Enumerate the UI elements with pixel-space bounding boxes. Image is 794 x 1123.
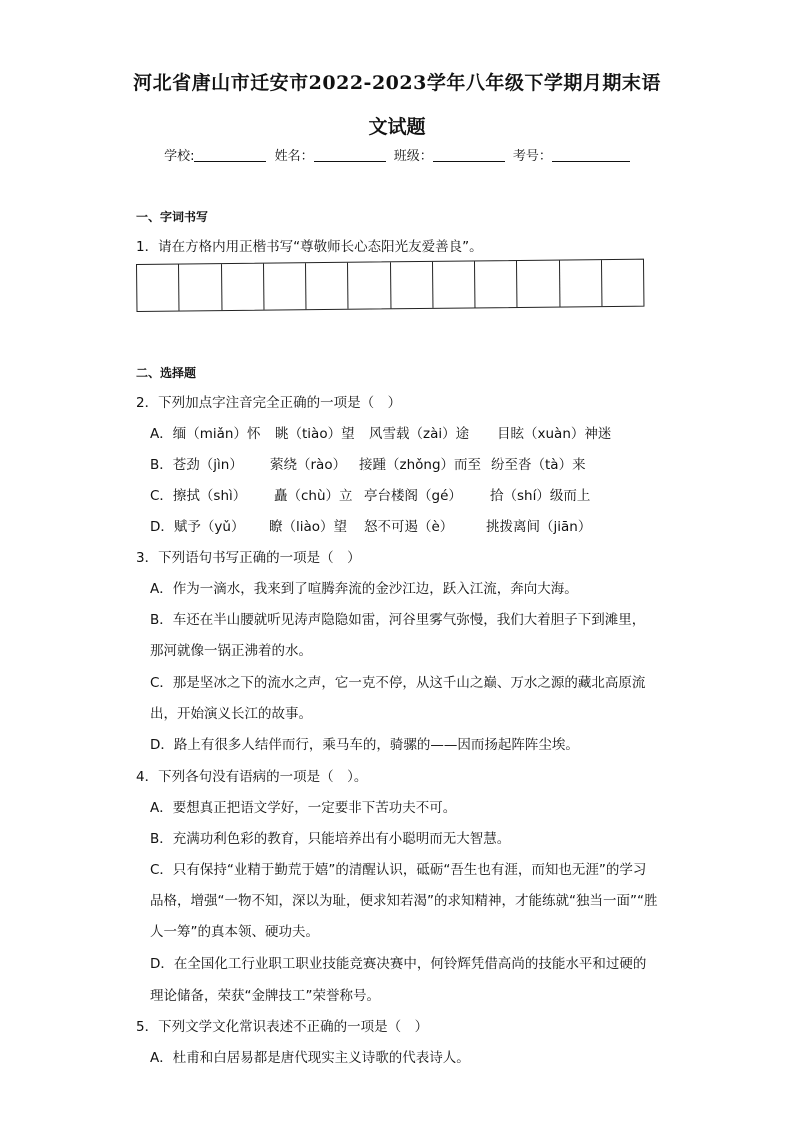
school-blank[interactable]: [194, 148, 266, 162]
option-part: 挑拨离间（jiān）: [486, 519, 592, 535]
question-2-option-b[interactable]: [150, 453, 586, 473]
question-3-option-c[interactable]: C．那是坚冰之下的流水之声，它一克不停，从这千山之巅、万水之源的藏北高原流: [150, 675, 646, 691]
exam-title-line2: 文试题: [368, 116, 426, 138]
question-3-option-c-cont: 出，开始演义长江的故事。: [150, 706, 312, 722]
question-4-option-c[interactable]: C．只有保持“业精于勤荒于嬉”的清醒认识，砥砺“吾生也有涯，而知也无涯”的学习: [150, 862, 647, 878]
grid-cell[interactable]: [475, 261, 518, 307]
grid-cell[interactable]: [137, 265, 180, 311]
exam-number-blank[interactable]: [552, 148, 630, 162]
option-part: 怒不可遏（è）: [364, 519, 454, 535]
question-2-option-a[interactable]: [150, 422, 611, 442]
option-part: 瞭（liào）望: [269, 519, 348, 535]
grid-cell[interactable]: [433, 261, 476, 307]
option-part: 拾（shí）级而上: [490, 488, 591, 504]
class-blank[interactable]: [433, 148, 505, 162]
grid-cell[interactable]: [306, 263, 349, 309]
question-4-option-c-cont: 人一筹”的真本领、硬功夫。: [150, 924, 319, 940]
question-4-option-b[interactable]: B．充满功利色彩的教育，只能培养出有小聪明而无大智慧。: [150, 831, 511, 847]
grid-cell[interactable]: [264, 263, 307, 309]
question-4-option-c-cont: 品格，增强“一物不知，深以为耻，便求知若渴”的求知精神，才能练就“独当一面”“胜: [150, 893, 658, 909]
class-label: 班级：: [393, 149, 433, 164]
grid-cell[interactable]: [179, 264, 222, 310]
question-2-option-d[interactable]: [150, 515, 591, 535]
student-info-row: [0, 145, 794, 164]
grid-cell[interactable]: [348, 262, 391, 308]
question-3-option-b[interactable]: B．车还在半山腰就听见涛声隐隐如雷，河谷里雾气弥慢，我们大着胆子下到滩里，: [150, 612, 646, 628]
option-part: B．苍劲（jìn）: [150, 457, 243, 473]
grid-cell[interactable]: [390, 262, 433, 308]
question-5-stem: 5．下列文学文化常识表述不正确的一项是（ ）: [136, 1019, 429, 1035]
question-2-stem: 2．下列加点字注音完全正确的一项是（ ）: [136, 395, 402, 411]
name-label: 姓名：: [274, 149, 314, 164]
option-part: 萦绕（rào）: [270, 457, 347, 473]
option-part: 眺（tiào）望: [275, 426, 355, 442]
question-5-option-a[interactable]: A．杜甫和白居易都是唐代现实主义诗歌的代表诗人。: [150, 1050, 470, 1066]
option-part: 接踵（zhǒng）而至: [359, 457, 482, 473]
question-3-option-a[interactable]: A．作为一滴水，我来到了喧腾奔流的金沙江边，跃入江流，奔向大海。: [150, 581, 578, 597]
grid-cell[interactable]: [517, 261, 560, 307]
question-4-stem: 4．下列各句没有语病的一项是（ ）。: [136, 769, 368, 785]
exam-number-label: 考号：: [512, 149, 552, 164]
question-4-option-a[interactable]: A．要想真正把语文学好，一定要非下苦功夫不可。: [150, 800, 457, 816]
option-part: C．擦拭（shì）: [150, 488, 247, 504]
section-heading-2: 二、选择题: [136, 366, 197, 380]
option-part: 亭台楼阁（gé）: [364, 488, 462, 504]
question-4-option-d-cont: 理论储备，荣获“金牌技工”荣誉称号。: [150, 988, 380, 1004]
section-heading-1: 一、字词书写: [136, 210, 209, 224]
option-part: 风雪载（zài）途: [369, 426, 470, 442]
grid-cell[interactable]: [602, 260, 644, 306]
name-blank[interactable]: [314, 148, 386, 162]
question-2-option-c[interactable]: [150, 484, 590, 504]
school-label: 学校:: [164, 149, 195, 164]
exam-title-line1: 河北省唐山市迁安市2022-2023学年八年级下学期月期末语: [133, 72, 661, 94]
option-part: 纷至沓（tà）来: [491, 457, 586, 473]
option-part: A．缅（miǎn）怀: [150, 426, 261, 442]
grid-cell[interactable]: [222, 264, 265, 310]
grid-cell[interactable]: [559, 260, 602, 306]
question-3-option-b-cont: 那河就像一锅正沸着的水。: [150, 643, 312, 659]
option-part: D．赋予（yǔ）: [150, 519, 245, 535]
question-1: 1．请在方格内用正楷书写“尊敬师长心态阳光友爱善良”。: [136, 239, 483, 255]
question-4-option-d[interactable]: D．在全国化工行业职工职业技能竞赛决赛中，何铃辉凭借高尚的技能水平和过硬的: [150, 956, 647, 972]
option-part: 目眩（xuàn）神迷: [497, 426, 612, 442]
question-3-stem: 3．下列语句书写正确的一项是（ ）: [136, 550, 361, 566]
writing-grid[interactable]: [136, 259, 644, 312]
question-3-option-d[interactable]: D．路上有很多人结伴而行，乘马车的，骑骡的——因而扬起阵阵尘埃。: [150, 737, 579, 753]
option-part: 矗（chù）立: [274, 488, 353, 504]
